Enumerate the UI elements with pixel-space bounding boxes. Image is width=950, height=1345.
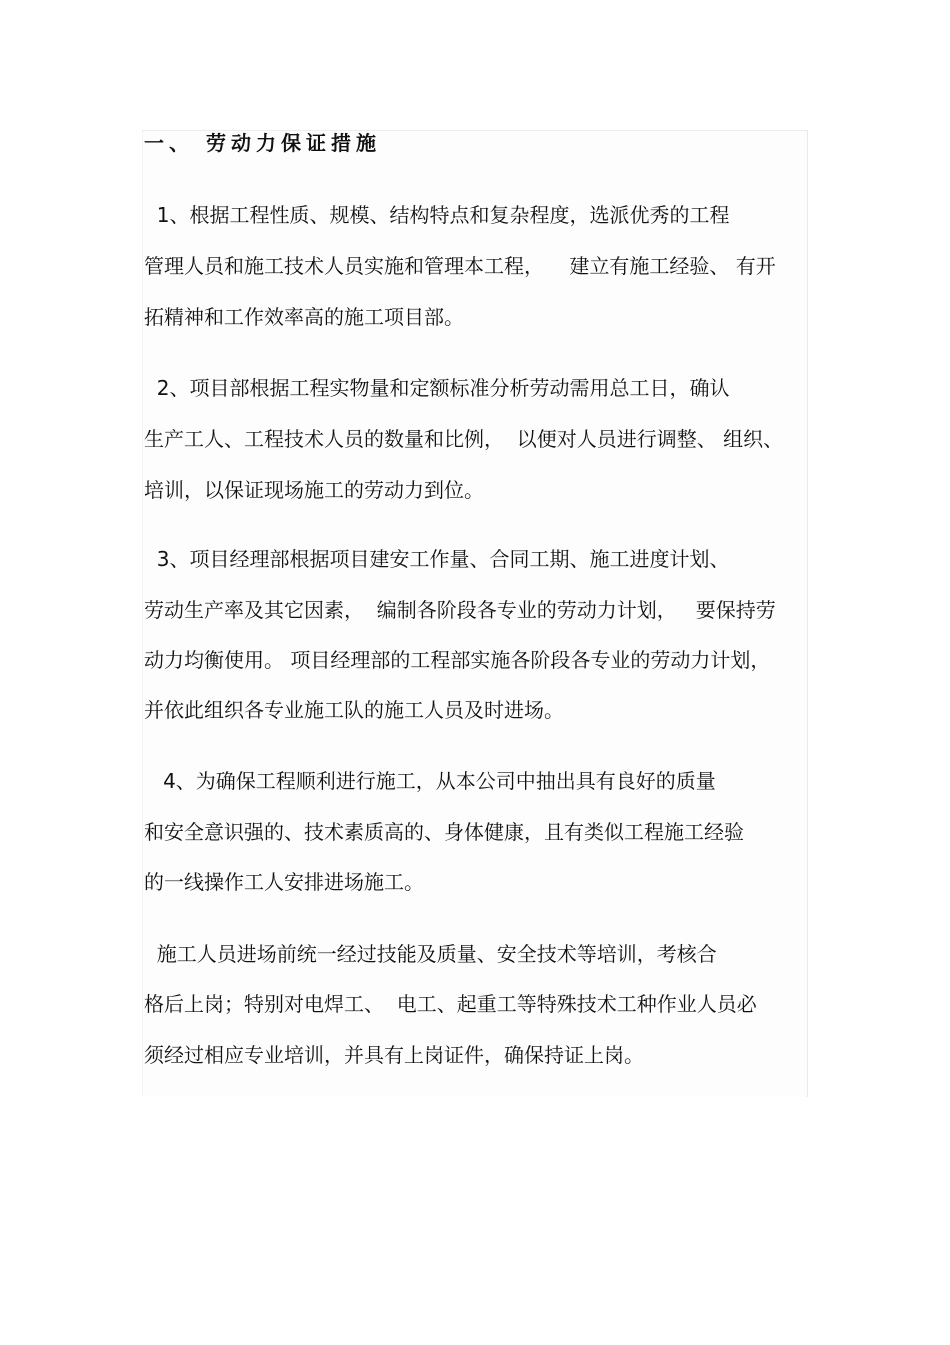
paragraph-line: 管理人员和施工技术人员实施和管理本工程， 建立有施工经验、 有开 bbox=[144, 254, 776, 278]
paragraph-line: 培训，以保证现场施工的劳动力到位。 bbox=[144, 478, 484, 502]
paragraph-line: 和安全意识强的、技术素质高的、身体健康，且有类似工程施工经验 bbox=[144, 820, 744, 844]
paragraph-line: 劳动生产率及其它因素， 编制各阶段各专业的劳动力计划， 要保持劳 bbox=[144, 598, 776, 622]
paragraph-line: 施工人员进场前统一经过技能及质量、安全技术等培训，考核合 bbox=[144, 942, 717, 966]
paragraph-line: 的一线操作工人安排进场施工。 bbox=[144, 870, 424, 894]
paragraph-line: 2、项目部根据工程实物量和定额标准分析劳动需用总工日，确认 bbox=[144, 376, 730, 400]
paragraph-line: 1、根据工程性质、规模、结构特点和复杂程度，选派优秀的工程 bbox=[144, 203, 730, 227]
paragraph-line: 格后上岗；特别对电焊工、 电工、起重工等特殊技术工种作业人员必 bbox=[144, 992, 757, 1016]
section-heading: 一、 劳动力保证措施 bbox=[144, 131, 381, 155]
paragraph-line: 生产工人、工程技术人员的数量和比例， 以便对人员进行调整、 组织、 bbox=[144, 427, 784, 451]
paragraph-line: 拓精神和工作效率高的施工项目部。 bbox=[144, 305, 464, 329]
paragraph-line: 并依此组织各专业施工队的施工人员及时进场。 bbox=[144, 698, 564, 722]
paragraph-line: 动力均衡使用。 项目经理部的工程部实施各阶段各专业的劳动力计划， bbox=[144, 648, 771, 672]
paragraph-line: 3、项目经理部根据项目建安工作量、合同工期、施工进度计划、 bbox=[144, 547, 730, 571]
paragraph-line: 须经过相应专业培训，并具有上岗证件，确保持证上岗。 bbox=[144, 1043, 644, 1067]
paragraph-line: 4、为确保工程顺利进行施工，从本公司中抽出具有良好的质量 bbox=[144, 769, 716, 793]
